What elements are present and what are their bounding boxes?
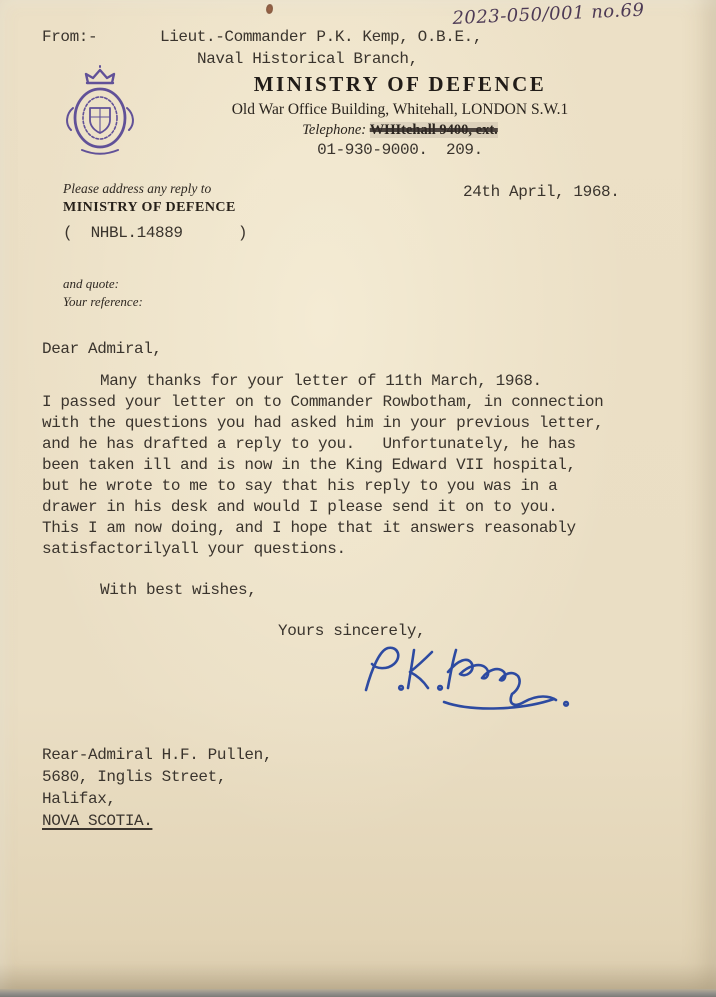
recipient-region: NOVA SCOTIA. [42,812,153,830]
reply-ministry: MINISTRY OF DEFENCE [63,200,236,215]
your-reference-label: Your reference: [63,294,143,309]
from-name: Lieut.-Commander P.K. Kemp, O.B.E., [160,28,483,46]
body-line: and he has drafted a reply to you. Unfortunately, he has [42,435,576,453]
closing: With best wishes, [100,581,257,599]
scan-edge [0,989,716,997]
body-line: drawer in his desk and would I please send it on to you. [42,498,558,516]
from-label: From:- [42,28,98,46]
crest-icon [58,64,142,156]
salutation: Dear Admiral, [42,340,162,358]
reference-number: ( NHBL.14889 ) [63,224,248,242]
body-line: Many thanks for your letter of 11th March, 1968. [100,372,542,390]
ministry-address: Old War Office Building, Whitehall, LONDON S.W.1 [231,101,569,118]
telephone-new-number: 01-930-9000. 209. [317,141,483,159]
recipient-line: 5680, Inglis Street, [42,768,227,786]
ministry-title: MINISTRY OF DEFENCE [253,72,547,96]
archive-annotation: 2023-050/001 no.69 [452,0,645,29]
royal-crest-emblem [58,64,142,156]
telephone-label: Telephone: [302,122,367,138]
letter-body [42,371,682,560]
telephone-line [168,122,632,139]
body-line: but he wrote to me to say that his reply to you was in a [42,477,558,495]
signature-handwriting-icon [352,638,592,722]
body-line: I passed your letter on to Commander Rowbotham, in connection [42,393,604,411]
signature [352,638,592,722]
body-line: satisfactorilyall your questions. [42,540,346,558]
telephone-old-number: WHItehall 9400, ext. [369,122,498,138]
valediction: Yours sincerely, [278,622,426,640]
from-branch: Naval Historical Branch, [197,50,418,68]
scan-shadow [0,963,716,989]
reply-note: Please address any reply to [63,181,212,196]
paper-stain [266,4,273,14]
recipient-block [42,744,272,832]
body-line: This I am now doing, and I hope that it answers reasonably [42,519,576,537]
letter-date: 24th April, 1968. [463,183,620,201]
quote-label: and quote: [63,276,119,291]
recipient-line: Rear-Admiral H.F. Pullen, [42,746,273,764]
recipient-line: Halifax, [42,790,116,808]
body-line: been taken ill and is now in the King Edward VII hospital, [42,456,576,474]
letterhead [168,72,632,159]
body-line: with the questions you had asked him in your previous letter, [42,414,604,432]
reply-block [63,181,247,242]
